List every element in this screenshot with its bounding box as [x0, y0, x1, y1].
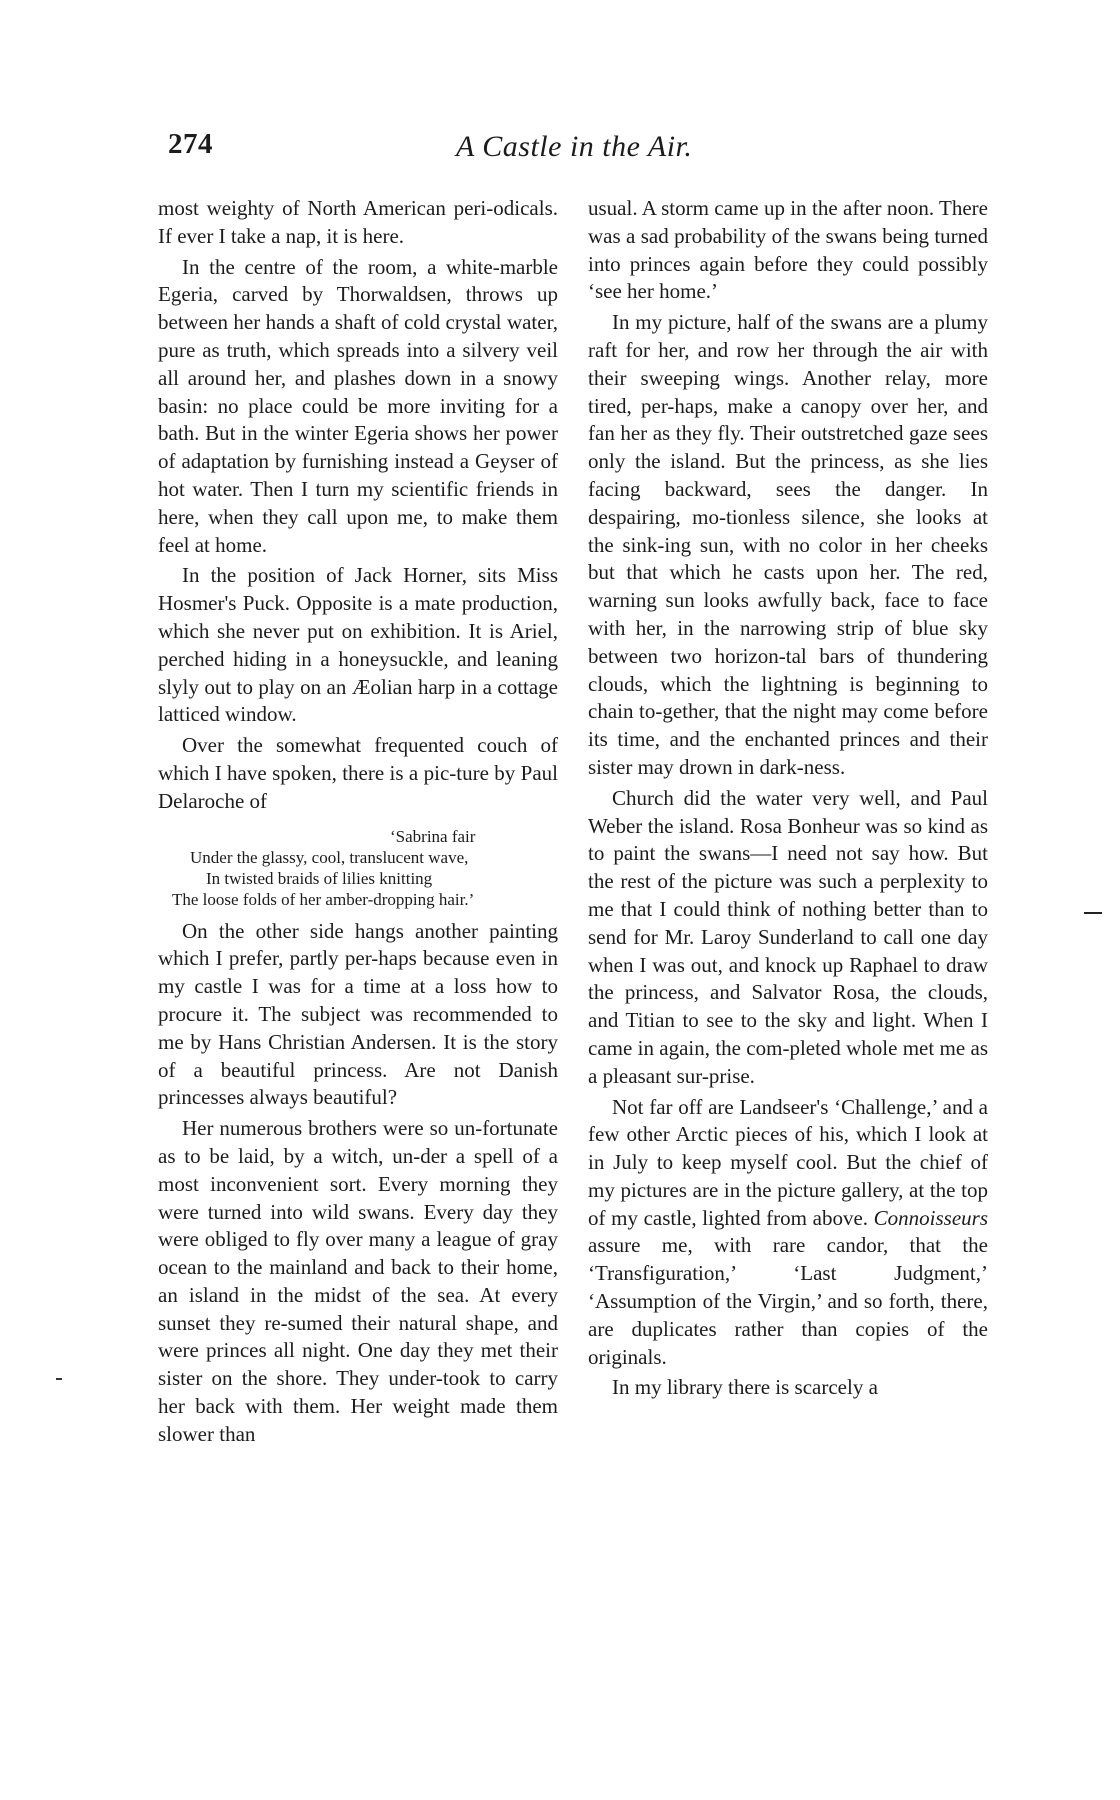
paragraph — [588, 1094, 988, 1372]
paragraph-text: assure me, with rare candor, that the ‘Transfiguration,’ ‘Last Judgment,’ ‘Assumption of the Virgin,’ and so forth, there, are duplicates rather than copies of the originals. — [588, 1233, 988, 1369]
margin-mark — [1084, 912, 1102, 914]
paragraph: In the centre of the room, a white-marble Egeria, carved by Thorwaldsen, throws up between her hands a shaft of cold crystal water, pure as truth, which spreads into a silvery veil all around her, and plashes down in a snowy basin: no place could be more inviting for a bath. But in the winter Egeria shows her power of adaptation by furnishing instead a Geyser of hot water. Then I turn my scientific friends in here, when they call upon me, to make them feel at home. — [158, 254, 558, 557]
paragraph: In my library there is scarcely a — [612, 1375, 878, 1400]
paragraph: usual. A storm came up in the after noon. There was a sad probability of the swans being turned into princes again before they could possibly ‘see her home.’ — [588, 196, 988, 304]
margin-mark — [56, 1378, 62, 1380]
page-header — [0, 128, 1120, 178]
italic-word: Connoisseurs — [873, 1205, 988, 1230]
page-number: 274 — [168, 128, 213, 160]
paragraph: In my picture, half of the swans are a plumy raft for her, and row her through the air with their sweeping wings. Another relay, more tired, per-haps, make a canopy over her, and fan her as they fly. Their outstretched gaze sees only the island. But the princess, as she lies facing backward, sees the danger. In despairing, mo-tionless silence, she looks at the sink-ing sun, with no color in her cheeks but that which he casts upon her. The red, warning sun looks awfully back, face to face with her, in the narrowing strip of blue sky between two horizon-tal bars of thundering clouds, which the lightning is beginning to chain to-gether, that the night may come before its time, and the enchanted princes and their sister may drown in dark-ness. — [588, 310, 988, 779]
paragraph: Her numerous brothers were so un-fortunate as to be laid, by a witch, un-der a spell of a most inconvenient sort. Every morning they were turned into wild swans. Every day they were obliged to fly over many a league of gray ocean to the mainland and back to their home, an island in the midst of the sea. At every sunset they re-sumed their natural shape, and were princes all night. One day they met their sister on the shore. They under-took to carry her back with them. Her weight made them slower than — [158, 1116, 558, 1446]
paragraph: Church did the water very well, and Paul Weber the island. Rosa Bonheur was so kind as to paint the swans—I need not say how. But the rest of the picture was such a perplexity to me that I could think of nothing better than to send for Mr. Laroy Sunderland to call one day when I was out, and knock up Raphael to draw the princess, and Salvator Rosa, the clouds, and Titian to see to the sky and light. When I came in again, the com-pleted whole met me as a pleasant sur-prise. — [588, 785, 988, 1088]
poem-quotation — [158, 826, 558, 910]
paragraph: most weighty of North American peri-odicals. If ever I take a nap, it is here. — [158, 196, 558, 248]
paragraph: In the position of Jack Horner, sits Miss Hosmer's Puck. Opposite is a mate production, which she never put on exhibition. It is Ariel, perched hiding in a honeysuckle, and leaning slyly out to play on an Æolian harp in a cottage latticed window. — [158, 563, 558, 727]
paragraph-text: Not far off are Landseer's ‘Challenge,’ and a few other Arctic pieces of his, which I look at in July to keep myself cool. But the chief of my pictures are in the picture gallery, at the top of my castle, lighted from above. — [588, 1094, 988, 1230]
left-column — [158, 195, 558, 1449]
poem-line: Under the glassy, cool, translucent wave, — [190, 847, 469, 867]
poem-line: In twisted braids of lilies knitting — [206, 868, 433, 888]
right-column — [588, 195, 988, 1402]
running-title: A Castle in the Air. — [456, 130, 693, 163]
paragraph: On the other side hangs another painting which I prefer, partly per-haps because even in my castle I was for a time at a loss how to procure it. The subject was recommended to me by Hans Christian Andersen. It is the story of a beautiful princess. Are not Danish princesses always beautiful? — [158, 918, 558, 1110]
poem-line: ‘Sabrina fair — [390, 826, 476, 846]
poem-line: The loose folds of her amber-dropping hair.’ — [172, 889, 475, 909]
paragraph: Over the somewhat frequented couch of which I have spoken, there is a pic-ture by Paul Delaroche of — [158, 733, 558, 813]
